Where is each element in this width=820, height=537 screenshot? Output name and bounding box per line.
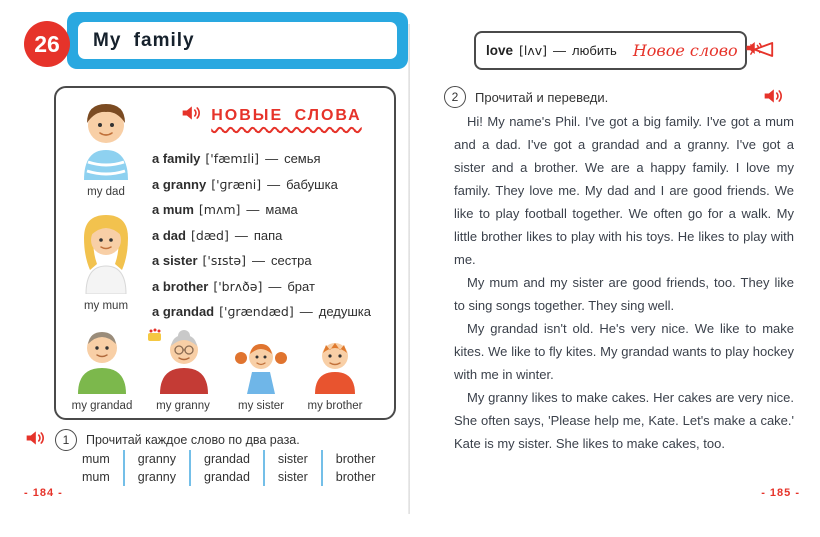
story-text [454,110,794,455]
new-word-box [474,31,747,70]
exercise-instruction: Прочитай каждое слово по два раза. [86,432,300,447]
word-cell: sister [277,452,308,466]
vocab-entry [152,197,394,223]
sister-illustration [230,340,292,394]
vocab-entry [152,274,394,300]
dash: — [267,176,281,192]
page-number-left: - 184 - [24,487,63,499]
figure-grandad [62,328,142,412]
figure-sister [230,340,292,412]
page-title: My family [93,29,195,51]
vocab-word: a sister [152,253,198,269]
vocab-word: a family [152,151,201,167]
figure-label: my granny [156,400,210,412]
story-paragraph: My mum and my sister are good friends, too. They like to sing songs together. They sing well. [454,275,794,313]
vocab-entry [152,146,394,172]
mum-illustration [64,212,148,294]
figure-dad [64,98,148,198]
vocab-word: a grandad [152,304,215,320]
vocab-translation: дедушка [318,304,371,320]
figure-label: my grandad [71,400,133,412]
vocab-transcription: ['sɪstə] [202,253,246,269]
vocab-translation: сестра [271,253,312,269]
vocab-entry [152,248,394,274]
dash: — [553,43,567,58]
dash: — [268,278,282,294]
exercise-2 [444,86,608,108]
grandad-illustration [62,328,142,394]
vocab-entry [152,299,394,325]
vocab-word: a granny [152,176,207,192]
word-cell: granny [137,452,177,466]
word-column [189,450,263,486]
vocab-transcription: ['ɡræni] [211,176,262,192]
vocab-transcription: ['ɡrændæd] [219,304,294,320]
speaker-icon[interactable] [180,103,202,128]
vocab-list [152,146,394,325]
vocab-translation: мама [265,202,298,218]
vocab-translation: папа [253,227,283,243]
story-paragraph: My granny likes to make cakes. Her cakes are very nice. She often says, 'Please help me, Kate. Let's make a cake.' Kate is my sister. She likes to make cakes, too. [454,390,794,451]
speaker-icon[interactable] [24,428,46,451]
word-cell: brother [335,452,376,466]
exercise-instruction: Прочитай и переведи. [475,89,609,105]
word-cell: sister [277,470,308,484]
lesson-number-badge: 26 [24,21,70,67]
new-word: love [486,43,514,58]
story-paragraph: My grandad isn't old. He's very nice. We like to make kites. We like to fly kites. My grandad wants to play hockey with me in winter. [454,321,794,382]
exercise-1 [24,428,396,451]
title-bar [67,12,408,69]
vocab-header-label: НОВЫЕ СЛОВА [211,106,362,124]
word-column [123,450,189,486]
granny-illustration [146,326,220,394]
brother-illustration [302,340,368,394]
page-number-right: - 185 - [761,487,800,499]
figure-mum [64,212,148,312]
vocab-word: a mum [152,202,194,218]
exercise-number: 1 [55,429,77,451]
vocab-translation: семья [284,151,321,167]
vocab-word: a dad [152,227,186,243]
dash: — [252,253,265,269]
vocab-box [54,86,396,420]
speaker-icon[interactable] [762,86,784,111]
word-cell: granny [137,470,177,484]
vocab-entry [152,172,394,198]
vocab-word: a brother [152,278,209,294]
new-word-label: Новое слово [632,41,738,60]
word-cell: grandad [204,452,250,466]
vocab-translation: брат [287,278,315,294]
word-cell: mum [82,452,110,466]
vocab-transcription: ['brʌðə] [213,278,263,294]
dash: — [299,304,313,320]
vocab-transcription: [dæd] [190,227,229,243]
vocab-transcription: [mʌm] [198,202,241,218]
figure-brother [302,340,368,412]
figure-label: my dad [87,186,125,198]
word-table [80,450,388,486]
figure-label: my sister [238,400,284,412]
dash: — [265,151,279,167]
figure-label: my mum [83,300,129,312]
pennant-icon [749,40,775,64]
vocab-header [152,103,390,128]
word-column [263,450,321,486]
word-column [321,450,389,486]
exercise-number: 2 [444,86,466,108]
vocab-translation: бабушка [286,176,338,192]
word-cell: brother [335,470,376,484]
word-column [80,450,123,486]
figure-granny [146,326,220,412]
new-word-translation: любить [572,43,617,58]
figure-label: my brother [307,400,363,412]
dash: — [234,227,248,243]
page-right [410,0,820,537]
vocab-transcription: ['fæmɪli] [205,151,260,167]
title-inner [78,22,397,59]
word-cell: mum [82,470,110,484]
word-cell: grandad [204,470,250,484]
vocab-entry [152,223,394,249]
dad-illustration [64,98,148,180]
dash: — [246,202,260,218]
new-word-transcription: [lʌv] [519,43,548,58]
story-paragraph: Hi! My name's Phil. I've got a big family. I've got a mum and a dad. I've got a grandad and a granny. I've got a sister and a brother. We are a happy family. I love my family. They love me. My dad and I are good friends. We like to play football together. We often go for a walk. My little brother likes to play with his toys. He likes to play with me. [454,114,794,267]
